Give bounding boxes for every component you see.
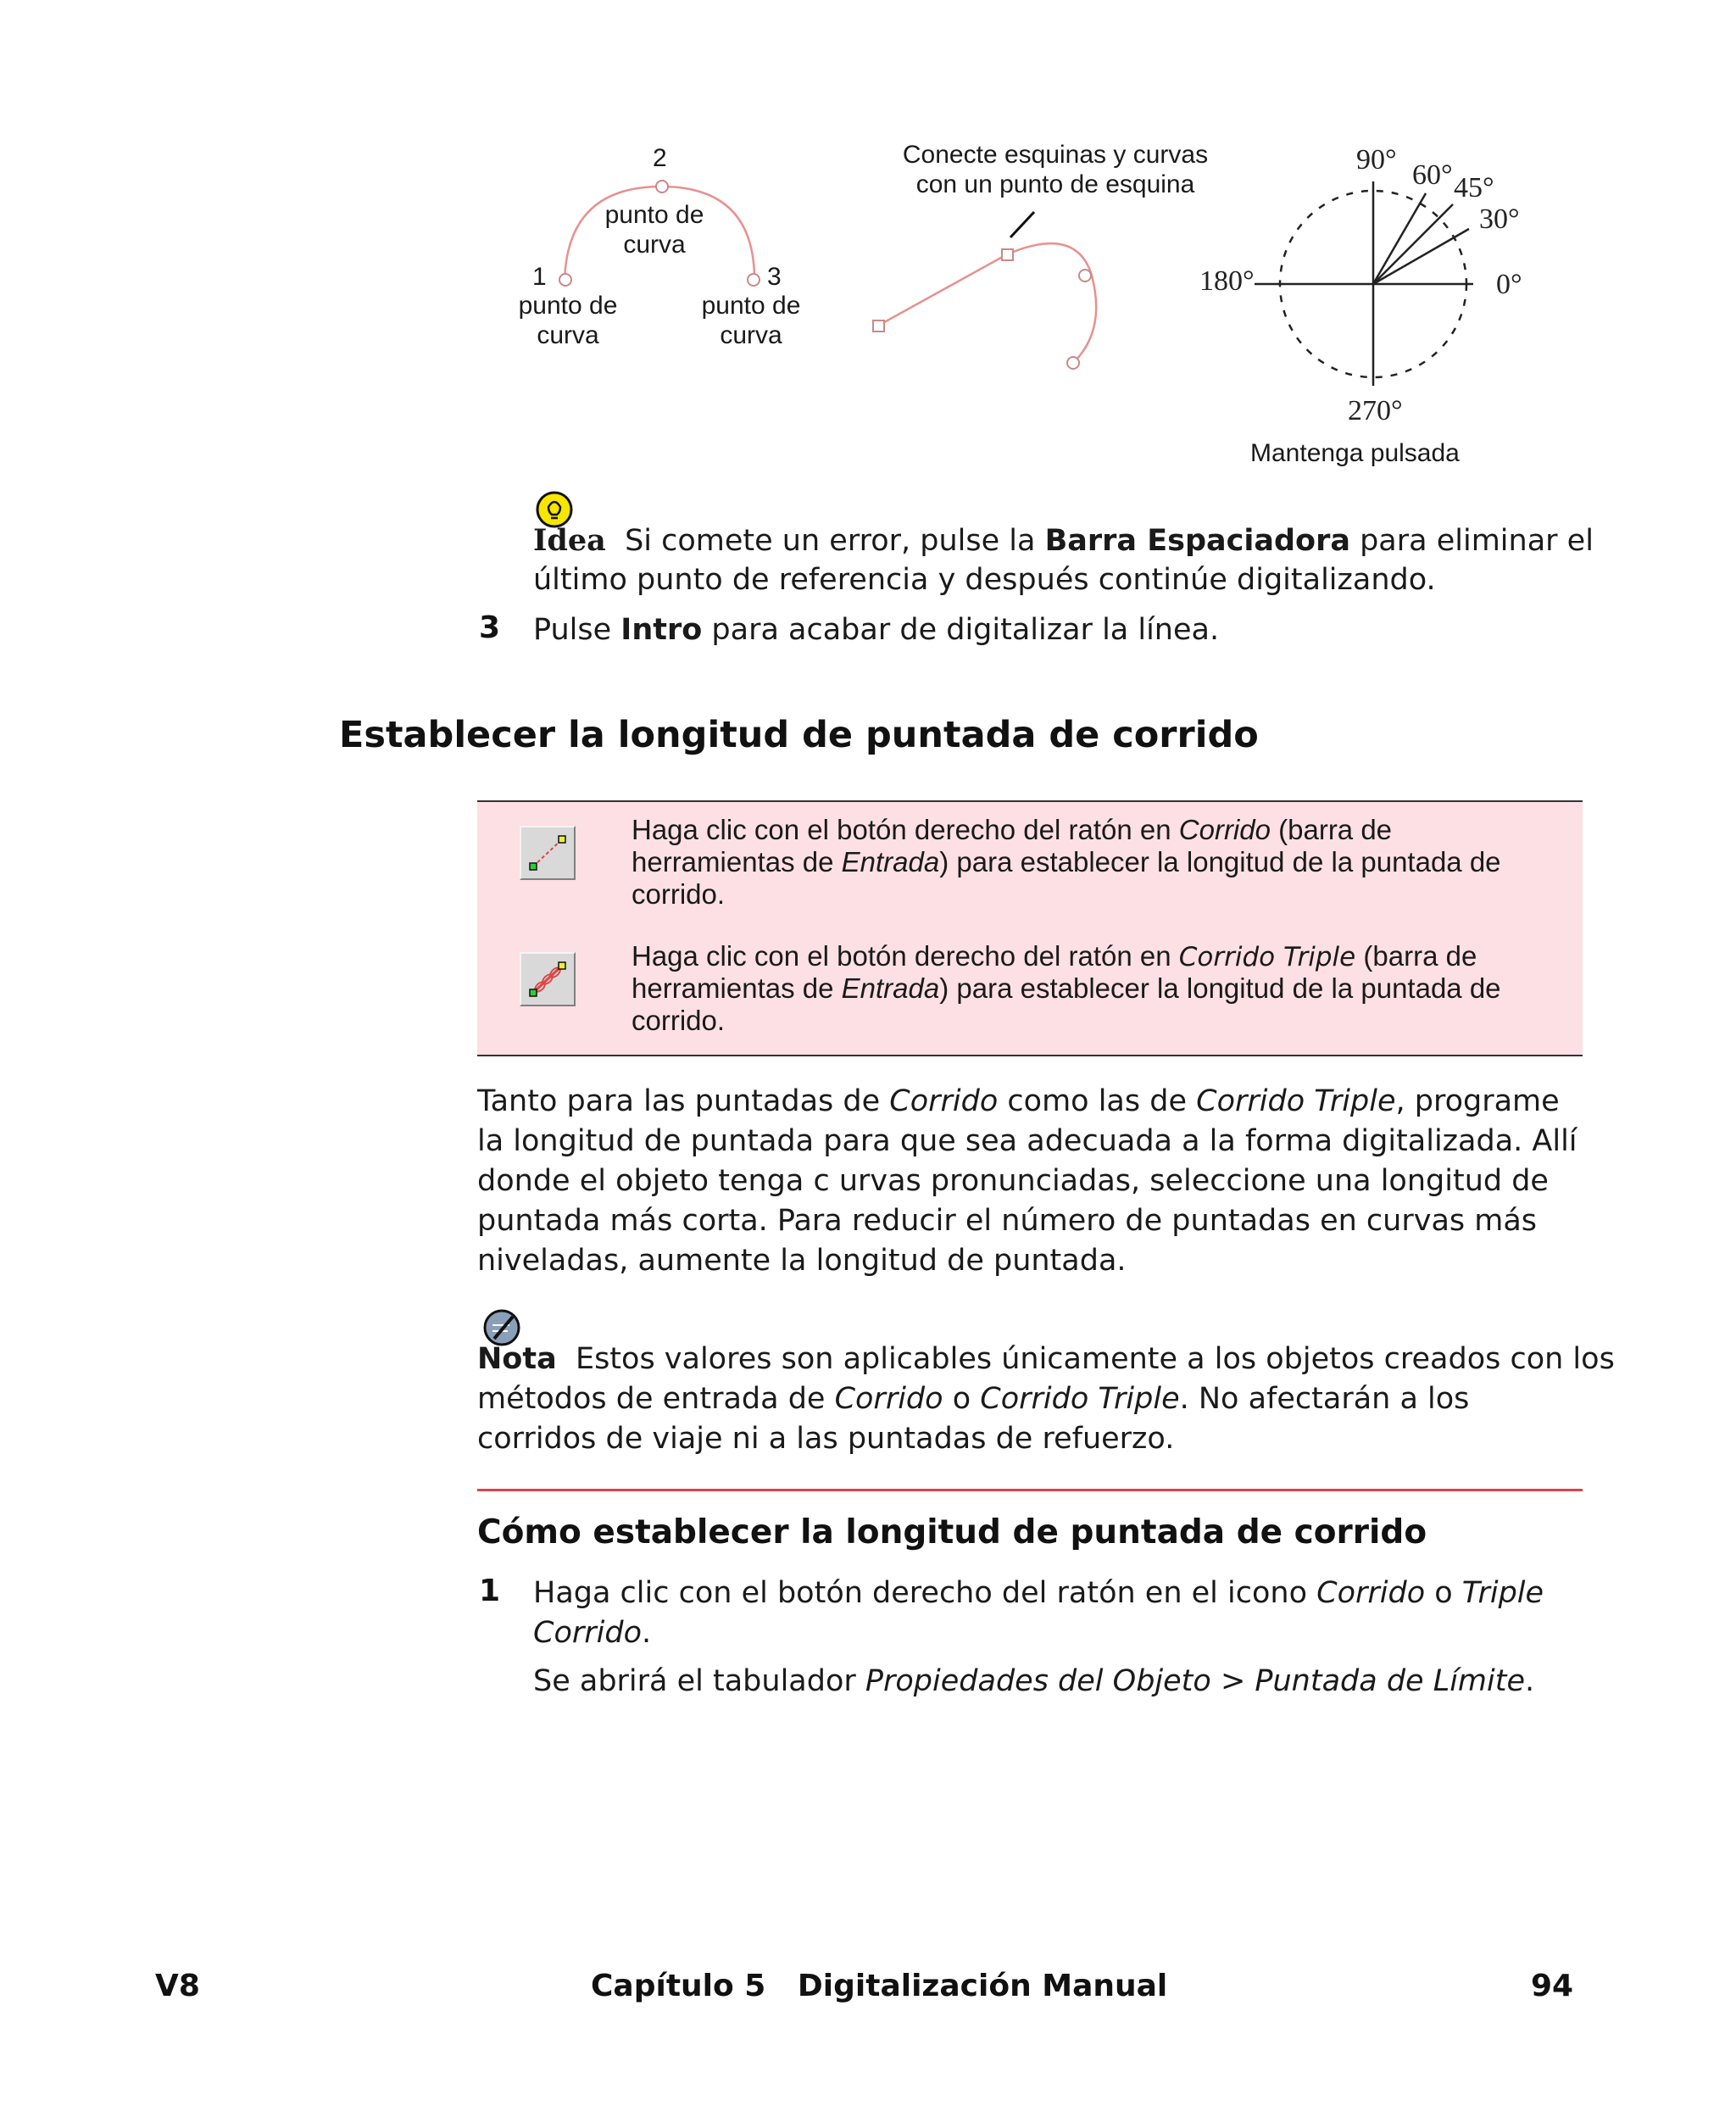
curve-point-3 [748,274,760,286]
step-3-number: 3 [479,610,501,645]
curve-point-2 [656,181,668,192]
note-line-2a: métodos de entrada de [477,1382,835,1416]
note-line-2b: o [943,1382,981,1416]
run-tool-line-2a: herramientas de [632,846,842,877]
step-3-text-a: Pulse [533,613,621,647]
note-line-2 [477,1379,1469,1419]
paragraph-line-3: donde el objeto tenga c urvas pronunciadas, seleccione una longitud de [477,1164,1549,1198]
paragraph-term-corrido: Corrido [889,1084,999,1118]
curve-label-3: 3 [767,263,782,291]
run-stitch-icon [521,827,574,878]
paragraph-line-1b: como las de [998,1084,1197,1118]
step-1-result-a: Se abrirá el tabulador [533,1664,865,1698]
note-line-1a: Estos valores son aplicables únicamente a los objetos creados con los [575,1342,1615,1376]
angle-30-label: 30° [1479,203,1520,235]
note-line-3: corridos de viaje ni a las puntadas de refuerzo. [477,1422,1175,1456]
note-term-triple: Corrido Triple [980,1382,1180,1416]
triple-tool-line-1b: (barra de [1355,940,1477,972]
step-3-bold: Intro [620,613,703,647]
triple-tool-line-1a: Haga clic con el botón derecho del ratón en [632,940,1179,972]
triple-tool-name: Corrido Triple [1178,942,1356,972]
run-tool-line-2b: ) para establecer la longitud de la puntada de [939,846,1501,877]
triple-run-icon [521,954,574,1005]
angle-90-label: 90° [1356,144,1397,175]
tip-bold-term: Barra Espaciadora [1044,524,1350,558]
step-1-period: . [642,1616,652,1650]
triple-run-tool-button[interactable] [520,952,576,1006]
corner-point-diagram [865,203,1136,382]
footer-page-number: 94 [1531,1969,1574,2003]
step-1-line-1a: Haga clic con el botón derecho del ratón en el icono [533,1576,1317,1610]
triple-tool-line-2a: herramientas de [632,972,842,1004]
run-tool-line-1 [632,814,1392,846]
run-tool-line-1b: (barra de [1270,814,1393,845]
step-3-text [533,610,1219,650]
paragraph-line-1 [477,1082,1577,1122]
run-tool-toolbar-name: Entrada [841,846,940,877]
footer-chapter: Capítulo 5 Digitalización Manual [591,1969,1168,2003]
note-line-2c: . No afectarán a los [1179,1382,1470,1416]
step-1-result-tab: Propiedades del Objeto [865,1664,1211,1698]
angle-180-label: 180° [1199,265,1255,297]
step-3-text-b: para acabar de digitalizar la línea. [702,613,1220,647]
paragraph-line-1a: Tanto para las puntadas de [477,1084,890,1118]
step-1-term-corrido-2: Corrido [533,1616,642,1650]
step-1-term-triple: Triple [1461,1576,1544,1610]
step-1-result-period: . [1525,1664,1535,1698]
corner-pointer-line [1010,212,1034,237]
run-tool-line-3: corrido. [632,878,726,910]
tip-text-b: para eliminar el [1349,524,1594,558]
curve-label-1: 1 [532,263,547,291]
note-line-1 [477,1340,1615,1379]
footer-version: V8 [155,1969,200,2003]
start-point [873,320,884,331]
corner-point [1002,249,1013,260]
corner-caption: Conecte esquinas y curvas con un punto de esquina [902,141,1209,198]
triple-tool-line-2b: ) para establecer la longitud de la puntada de [939,972,1501,1004]
step-1-result-sep: > [1210,1664,1255,1698]
paragraph-term-triple: Corrido Triple [1196,1084,1396,1118]
step-1-number: 1 [479,1574,501,1608]
angle-60-label: 60° [1412,159,1453,191]
triple-tool-line-3: corrido. [632,1005,726,1036]
corner-curve-line [878,243,1096,363]
triple-tool-line-2 [632,972,1501,1005]
curve-point-1 [559,274,571,286]
note-label: Nota [477,1342,557,1376]
tip-text-a: Si comete un error, pulse la [625,524,1045,558]
section-title: Establecer la longitud de puntada de corrido [339,714,1259,756]
angle-270-label: 270° [1348,395,1403,426]
paragraph-line-4: puntada más corta. Para reducir el número de puntadas en curvas más [477,1204,1538,1238]
end-point [1067,357,1079,369]
step-1-term-corrido: Corrido [1316,1576,1426,1610]
run-tool-line-1a: Haga clic con el botón derecho del ratón en [632,814,1179,845]
note-term-corrido: Corrido [834,1382,943,1416]
paragraph-line-5: niveladas, aumente la longitud de puntada. [477,1244,1127,1278]
run-tool-line-2 [632,846,1501,878]
run-stitch-tool-button[interactable] [520,826,576,880]
curve-left-caption: punto de curva [518,292,618,349]
triple-tool-toolbar-name: Entrada [841,972,940,1004]
step-1-line-1 [533,1574,1544,1613]
tip-label: Idea [533,523,606,558]
angle-0-label: 0° [1496,269,1522,300]
step-1-result [533,1662,1534,1702]
curve-right-caption: punto de curva [701,292,801,349]
step-1-result-subtab: Puntada de Límite [1255,1664,1525,1698]
step-1-line-2 [533,1613,651,1653]
angle-caption: Mantenga pulsada [1250,439,1460,467]
step-1-line-1b: o [1425,1576,1462,1610]
tip-line-2: último punto de referencia y después continúe digitalizando. [533,563,1436,597]
paragraph-line-2: la longitud de puntada para que sea adecuada a la forma digitalizada. Allí [477,1124,1577,1158]
curve-label-2: 2 [653,144,667,172]
run-tool-name: Corrido [1178,814,1271,845]
curve-point [1079,270,1091,281]
paragraph-line-1c: , programe [1395,1084,1560,1118]
body-paragraph [477,1082,1577,1281]
section-divider [477,1489,1583,1491]
tool-info-box [477,800,1583,1056]
tip-line-1 [533,521,1594,561]
curve-top-caption: punto de curva [604,201,704,259]
triple-tool-line-1 [632,940,1477,973]
subsection-title: Cómo establecer la longitud de puntada de corrido [477,1513,1427,1552]
angle-45-label: 45° [1454,172,1494,203]
